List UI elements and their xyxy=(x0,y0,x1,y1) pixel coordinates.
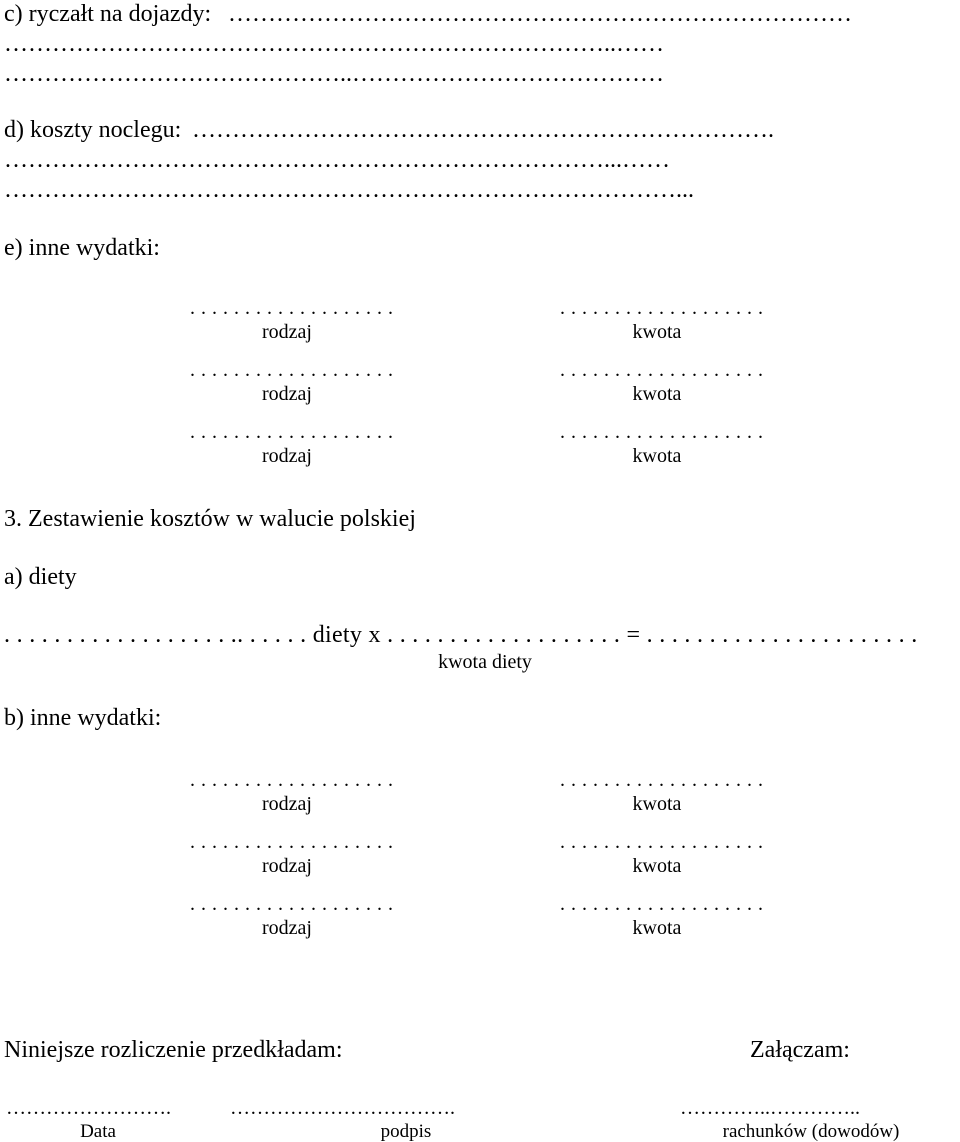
expense-amount-caption: kwota xyxy=(632,321,682,343)
expense-amount-caption: kwota xyxy=(632,855,682,877)
expense-kind-dots: . . . . . . . . . . . . . . . . . . . xyxy=(190,831,394,853)
section-c-line-2: …………………………………………………………………..…… xyxy=(4,31,664,57)
signature-dots: ……………………………. xyxy=(230,1097,455,1119)
expense-kind-caption: rodzaj xyxy=(262,321,312,343)
date-caption: Data xyxy=(80,1121,116,1142)
expense-amount-caption: kwota xyxy=(632,445,682,467)
signature-caption: podpis xyxy=(380,1121,432,1142)
expense-kind-dots: . . . . . . . . . . . . . . . . . . . xyxy=(190,421,394,443)
section-d-label: d) koszty noclegu: xyxy=(4,117,182,143)
expense-kind-caption: rodzaj xyxy=(262,917,312,939)
expense-kind-dots: . . . . . . . . . . . . . . . . . . . xyxy=(190,769,394,791)
diety-calculation-line: . . . . . . . . . . . . . . . . . . .. . . . . . diety x . . . . . . . . . . . . . . . . . . . = . . . . . . . . . . . . . . . . . . . . . . xyxy=(4,622,918,648)
section-d-line-2: …………………………………………………………………...…… xyxy=(4,147,670,173)
expense-amount-dots: . . . . . . . . . . . . . . . . . . . xyxy=(560,831,764,853)
expense-kind-caption: rodzaj xyxy=(262,383,312,405)
expense-amount-caption: kwota xyxy=(632,383,682,405)
expense-kind-caption: rodzaj xyxy=(262,855,312,877)
diety-amount-caption: kwota diety xyxy=(438,651,532,673)
date-dots: ……………………. xyxy=(6,1097,171,1119)
section-c-line-3: ……………………………………..………………………………… xyxy=(4,61,664,87)
expense-kind-dots: . . . . . . . . . . . . . . . . . . . xyxy=(190,359,394,381)
expense-kind-caption: rodzaj xyxy=(262,445,312,467)
section-d-line-3: …………………………………………………………………………... xyxy=(4,177,694,203)
expense-amount-caption: kwota xyxy=(632,917,682,939)
expense-amount-dots: . . . . . . . . . . . . . . . . . . . xyxy=(560,769,764,791)
other-expenses-label: b) inne wydatki: xyxy=(4,705,162,731)
attachment-caption: rachunków (dowodów) xyxy=(722,1121,900,1142)
section-c-line-1: …………………………………………………………………… xyxy=(228,1,852,27)
expense-kind-dots: . . . . . . . . . . . . . . . . . . . xyxy=(190,297,394,319)
section-3-heading: 3. Zestawienie kosztów w walucie polskiej xyxy=(4,506,416,532)
expense-amount-dots: . . . . . . . . . . . . . . . . . . . xyxy=(560,297,764,319)
expense-amount-caption: kwota xyxy=(632,793,682,815)
section-c-label: c) ryczałt na dojazdy: xyxy=(4,1,212,27)
expense-amount-dots: . . . . . . . . . . . . . . . . . . . xyxy=(560,893,764,915)
section-d-line-1: ………………………………………………………………. xyxy=(192,117,774,143)
expense-kind-dots: . . . . . . . . . . . . . . . . . . . xyxy=(190,893,394,915)
attachments-label: Załączam: xyxy=(750,1037,850,1063)
section-e-label: e) inne wydatki: xyxy=(4,235,160,261)
diety-label: a) diety xyxy=(4,564,77,590)
expense-amount-dots: . . . . . . . . . . . . . . . . . . . xyxy=(560,421,764,443)
expense-kind-caption: rodzaj xyxy=(262,793,312,815)
expense-amount-dots: . . . . . . . . . . . . . . . . . . . xyxy=(560,359,764,381)
attachment-count-dots: …………..………….. xyxy=(680,1097,860,1119)
submit-statement: Niniejsze rozliczenie przedkładam: xyxy=(4,1037,343,1063)
